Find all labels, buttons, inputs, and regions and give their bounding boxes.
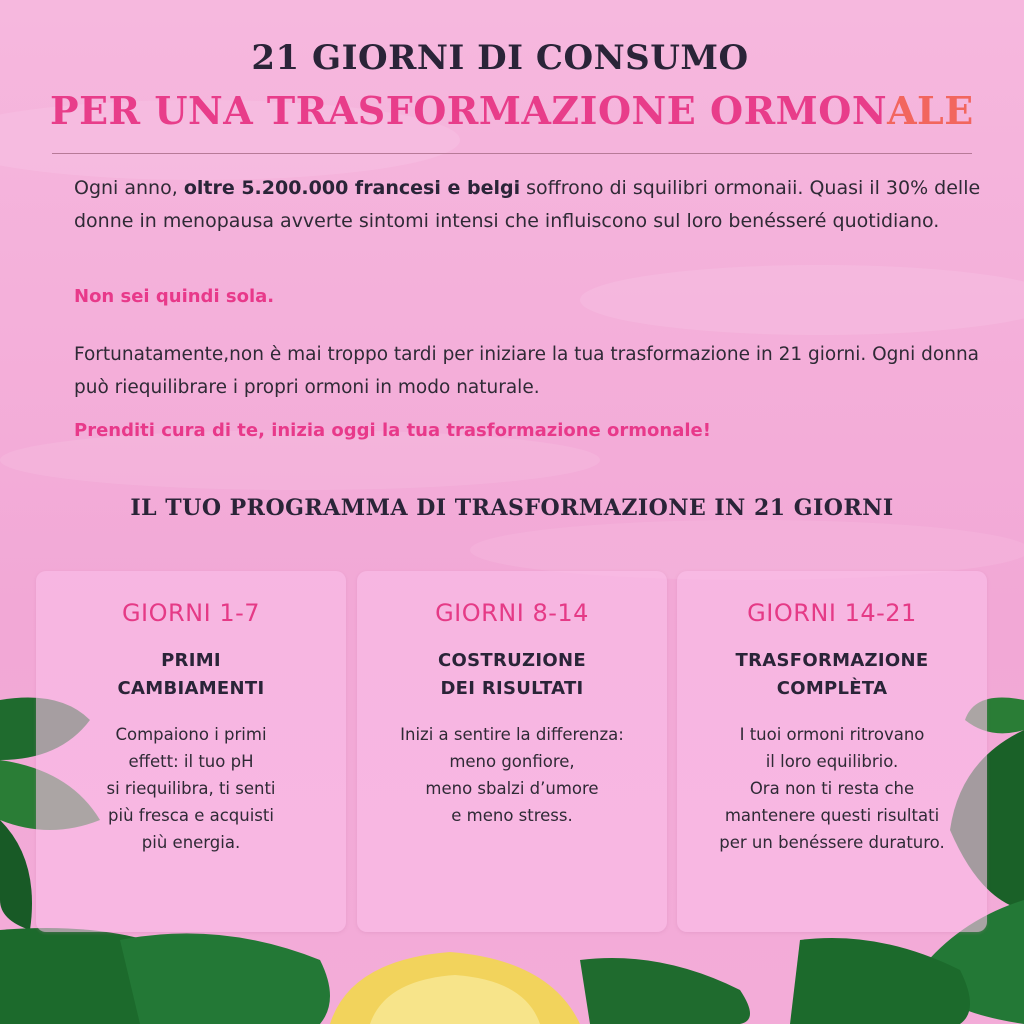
- intro-text-a: Ogni anno,: [74, 177, 184, 199]
- program-title: IL TUO PROGRAMMA DI TRASFORMAZIONE IN 21 GIORNI: [130, 495, 894, 521]
- card-days-label: GIORNI 8-14: [435, 599, 589, 627]
- card-days-label: GIORNI 14-21: [747, 599, 917, 627]
- program-card-days-1-7: [36, 571, 346, 932]
- intro-paragraph-1: [74, 172, 984, 238]
- card-heading: TRASFORMAZIONE COMPLÈTA: [735, 650, 929, 699]
- intro-text-b: soffrono di squilibri ormonaii. Quasi il 30% delle donne in menopausa avverte sintomi intensi che influiscono sul loro benésseré quotidiano.: [74, 177, 981, 232]
- intro-bold-stat: oltre 5.200.000 francesi e belgi: [183, 177, 521, 199]
- title-divider: [52, 153, 972, 154]
- program-card-days-8-14: [357, 571, 667, 932]
- intro-paragraph-2: Fortunatamente,non è mai troppo tardi per iniziare la tua trasformazione in 21 giorni. Ogni donna può riequilibrare i propri ormoni in modo naturale.: [74, 344, 980, 398]
- card-description: Compaiono i primi effett: il tuo pH si riequilibra, ti senti più fresca e acquisti più energia.: [106, 725, 276, 852]
- main-title: 21 GIORNI DI CONSUMO: [251, 38, 749, 78]
- card-heading: PRIMI CAMBIAMENTI: [117, 650, 265, 699]
- card-days-label: GIORNI 1-7: [121, 599, 261, 627]
- subtitle-accent-text: ALE: [887, 88, 974, 133]
- card-heading: COSTRUZIONE DEI RISULTATI: [438, 650, 586, 699]
- main-subtitle: [50, 88, 974, 133]
- program-card-days-14-21: [677, 571, 987, 932]
- subtitle-main-text: PER UNA TRASFORMAZIONE ORMON: [50, 88, 888, 133]
- card-description: I tuoi ormoni ritrovano il loro equilibrio. Ora non ti resta che mantenere questi risultati per un benéssere duraturo.: [719, 725, 945, 852]
- highlight-call-to-action: Prenditi cura di te, inizia oggi la tua trasformazione ormonale!: [74, 420, 711, 441]
- highlight-not-alone: Non sei quindi sola.: [74, 286, 275, 307]
- card-description: Inizi a sentire la differenza: meno gonfiore, meno sbalzi d’umore e meno stress.: [400, 725, 624, 825]
